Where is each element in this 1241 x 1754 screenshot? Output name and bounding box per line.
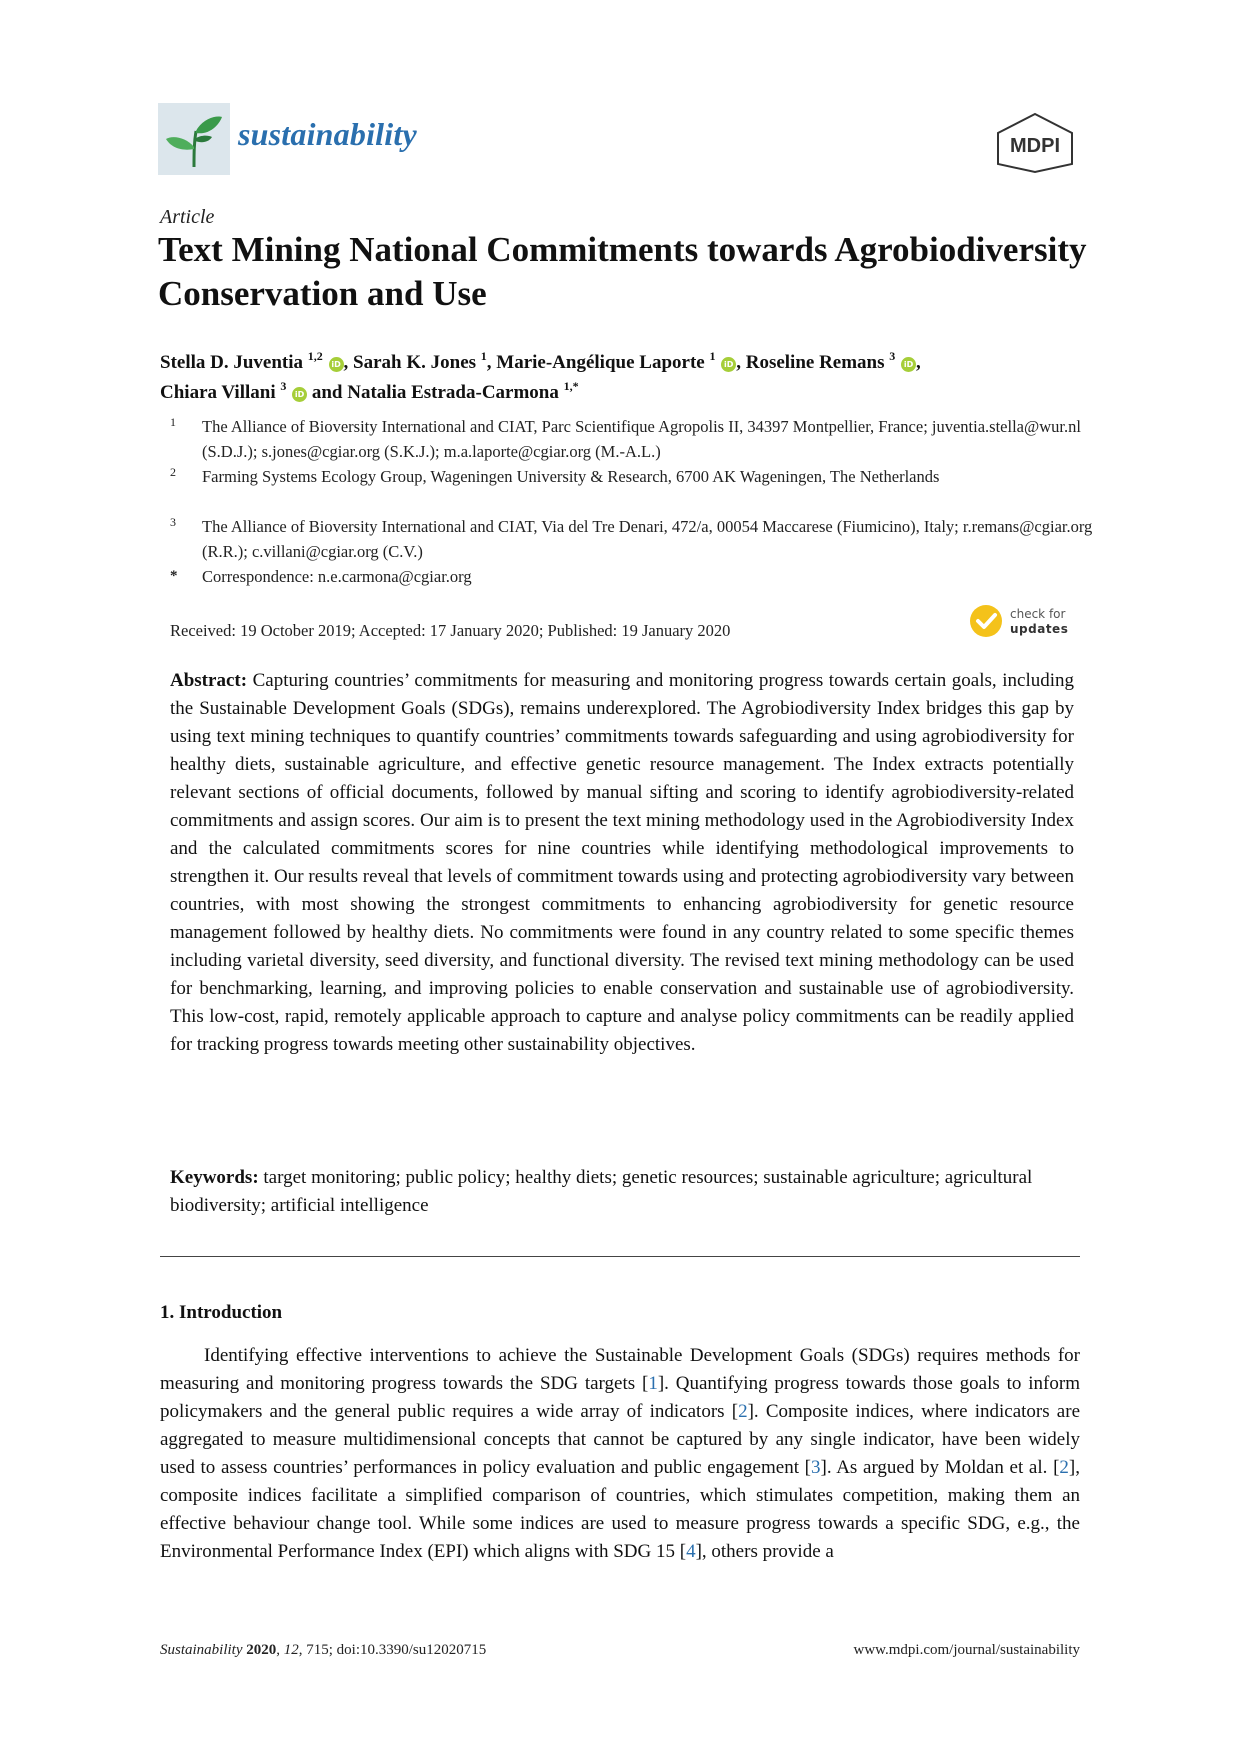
abstract-text: Capturing countries’ commitments for measuring and monitoring progress towards certain goals, including the Sustainable Development Goals (SDGs), remains underexplored. The Agrobiodiversity Index bridges this gap by using text mining techniques to quantify countries’ commitments towards safeguarding and using agrobiodiversity for healthy diets, sustainable agriculture, and effective genetic resource management. The Index extracts potentially relevant sections of official documents, followed by manual sifting and scoring to identify agrobiodiversity-related commitments and assign scores. Our aim is to present the text mining methodology used in the Agrobiodiversity Index and the calculated commitments scores for nine countries while identifying methodological improvements to strengthen it. Our results reveal that levels of commitment towards using and protecting agrobiodiversity vary between countries, with most showing the strongest commitments to enhancing agrobiodiversity for genetic resource management followed by healthy diets. No commitments were found in any country related to some specific themes including varietal diversity, seed diversity, and functional diversity. The revised text mining methodology can be used for benchmarking, learning, and improving policies to enable conservation and sustainable use of agrobiodiversity. This low-cost, rapid, remotely applicable approach to capture and analyse policy commitments can be readily applied for tracking progress towards meeting other sustainability objectives.: [170, 670, 1075, 1055]
author-affiliation-sup: 1: [709, 349, 716, 363]
citation-link[interactable]: 3: [811, 1457, 821, 1478]
affiliation-text: Farming Systems Ecology Group, Wageningen University & Research, 6700 AK Wageningen, The Netherlands: [202, 467, 940, 486]
publication-dates: Received: 19 October 2019; Accepted: 17 January 2020; Published: 19 January 2020: [170, 621, 731, 640]
article-title: Text Mining National Commitments towards Agrobiodiversity Conservation and Use: [158, 230, 1087, 313]
orcid-icon[interactable]: iD: [292, 387, 307, 402]
affiliation-number: 3: [170, 515, 176, 529]
correspondence-text: Correspondence: n.e.carmona@cgiar.org: [202, 567, 472, 586]
section-divider: [160, 1256, 1080, 1257]
author-name: Roseline Remans: [745, 352, 885, 373]
check-updates-line1: check for: [1010, 607, 1066, 621]
journal-leaf-logo-icon: [158, 103, 230, 175]
check-updates-line2: updates: [1010, 622, 1069, 636]
keywords-label: Keywords:: [170, 1167, 259, 1188]
footer-doi: , 715; doi:10.3390/su12020715: [298, 1642, 487, 1658]
journal-name: sustainability: [238, 116, 417, 152]
author-name: Natalia Estrada-Carmona: [347, 382, 559, 403]
footer-journal: Sustainability: [160, 1642, 243, 1658]
abstract-label: Abstract:: [170, 670, 248, 691]
author-affiliation-sup: 3: [889, 349, 896, 363]
abstract: [170, 667, 1074, 1059]
citation-link[interactable]: 1: [648, 1373, 658, 1394]
author-affiliation-sup: 1,2: [307, 349, 323, 363]
keywords-text: target monitoring; public policy; healthy diets; genetic resources; sustainable agriculture; agricultural biodiversity; artificial intelligence: [170, 1167, 1033, 1216]
introduction-paragraph: Identifying effective interventions to achieve the Sustainable Development Goals (SDGs) requires methods for measuring and monitoring progress towards the SDG targets [1]. Quantifying progress towards those goals to inform policymakers and the general public requires a wide array of indicators [2]. Composite indices, where indicators are aggregated to measure multidimensional concepts that cannot be captured by any single indicator, have been widely used to assess countries’ performances in policy evaluation and public engagement [3]. As argued by Moldan et al. [2], composite indices facilitate a simplified comparison of countries, which stimulates competition, making them an effective behaviour change tool. While some indices are used to measure progress towards a specific SDG, e.g., the Environmental Performance Index (EPI) which aligns with SDG 15 [4], others provide a: [160, 1345, 1081, 1562]
keywords: [170, 1164, 1080, 1220]
author-affiliation-sup: 3: [280, 379, 287, 393]
author-list: Stella D. Juventia $^{1,2}$ iD , Sarah K. Jones $^1$, Marie-Angélique Laporte $^1$ iD , Roseline Remans $^3$ iD , Chiara Villani $^3$ iD and Natalia Estrada-Carmona $^{1,*}$: [160, 349, 921, 403]
citation-link[interactable]: 2: [738, 1401, 748, 1422]
author-affiliation-sup: 1: [480, 349, 487, 363]
author-name: Chiara Villani: [160, 382, 276, 403]
footer-volume: 12: [283, 1642, 299, 1658]
affiliation-number: *: [170, 568, 178, 584]
footer-citation: Sustainability 2020, 12, 715; doi:10.3390/su12020715: [160, 1642, 487, 1658]
check-updates-icon: [968, 603, 1004, 639]
orcid-icon[interactable]: iD: [329, 357, 344, 372]
article-type: Article: [160, 206, 215, 228]
affiliation-text: The Alliance of Bioversity International and CIAT, Parc Scientifique Agropolis II, 34397 Montpellier, France; juventia.stella@wur.nl (S.D.J.); s.jones@cgiar.org (S.K.J.); m.a.laporte@cgiar.org (M.-A.L.): [202, 417, 1081, 461]
svg-text:MDPI: MDPI: [1010, 135, 1060, 157]
citation-link[interactable]: 4: [686, 1541, 696, 1562]
orcid-icon[interactable]: iD: [901, 357, 916, 372]
affiliation-number: 1: [170, 415, 176, 429]
author-name: Stella D. Juventia: [160, 352, 304, 373]
orcid-icon[interactable]: iD: [721, 357, 736, 372]
author-name: Sarah K. Jones: [353, 352, 477, 373]
section-heading: 1. Introduction: [160, 1302, 283, 1323]
mdpi-logo-icon: [994, 112, 1076, 174]
author-name: Marie-Angélique Laporte: [496, 352, 705, 373]
affiliation-number: 2: [170, 465, 176, 479]
footer-year: 2020: [246, 1642, 277, 1658]
citation-link[interactable]: 2: [1059, 1457, 1069, 1478]
author-affiliation-sup: 1,*: [563, 379, 579, 393]
check-for-updates-badge[interactable]: [968, 603, 1088, 643]
affiliation-text: The Alliance of Bioversity International and CIAT, Via del Tre Denari, 472/a, 00054 Maccarese (Fiumicino), Italy; r.remans@cgiar.org (R.R.); c.villani@cgiar.org (C.V.): [202, 517, 1093, 561]
footer-journal-url[interactable]: www.mdpi.com/journal/sustainability: [853, 1642, 1080, 1658]
